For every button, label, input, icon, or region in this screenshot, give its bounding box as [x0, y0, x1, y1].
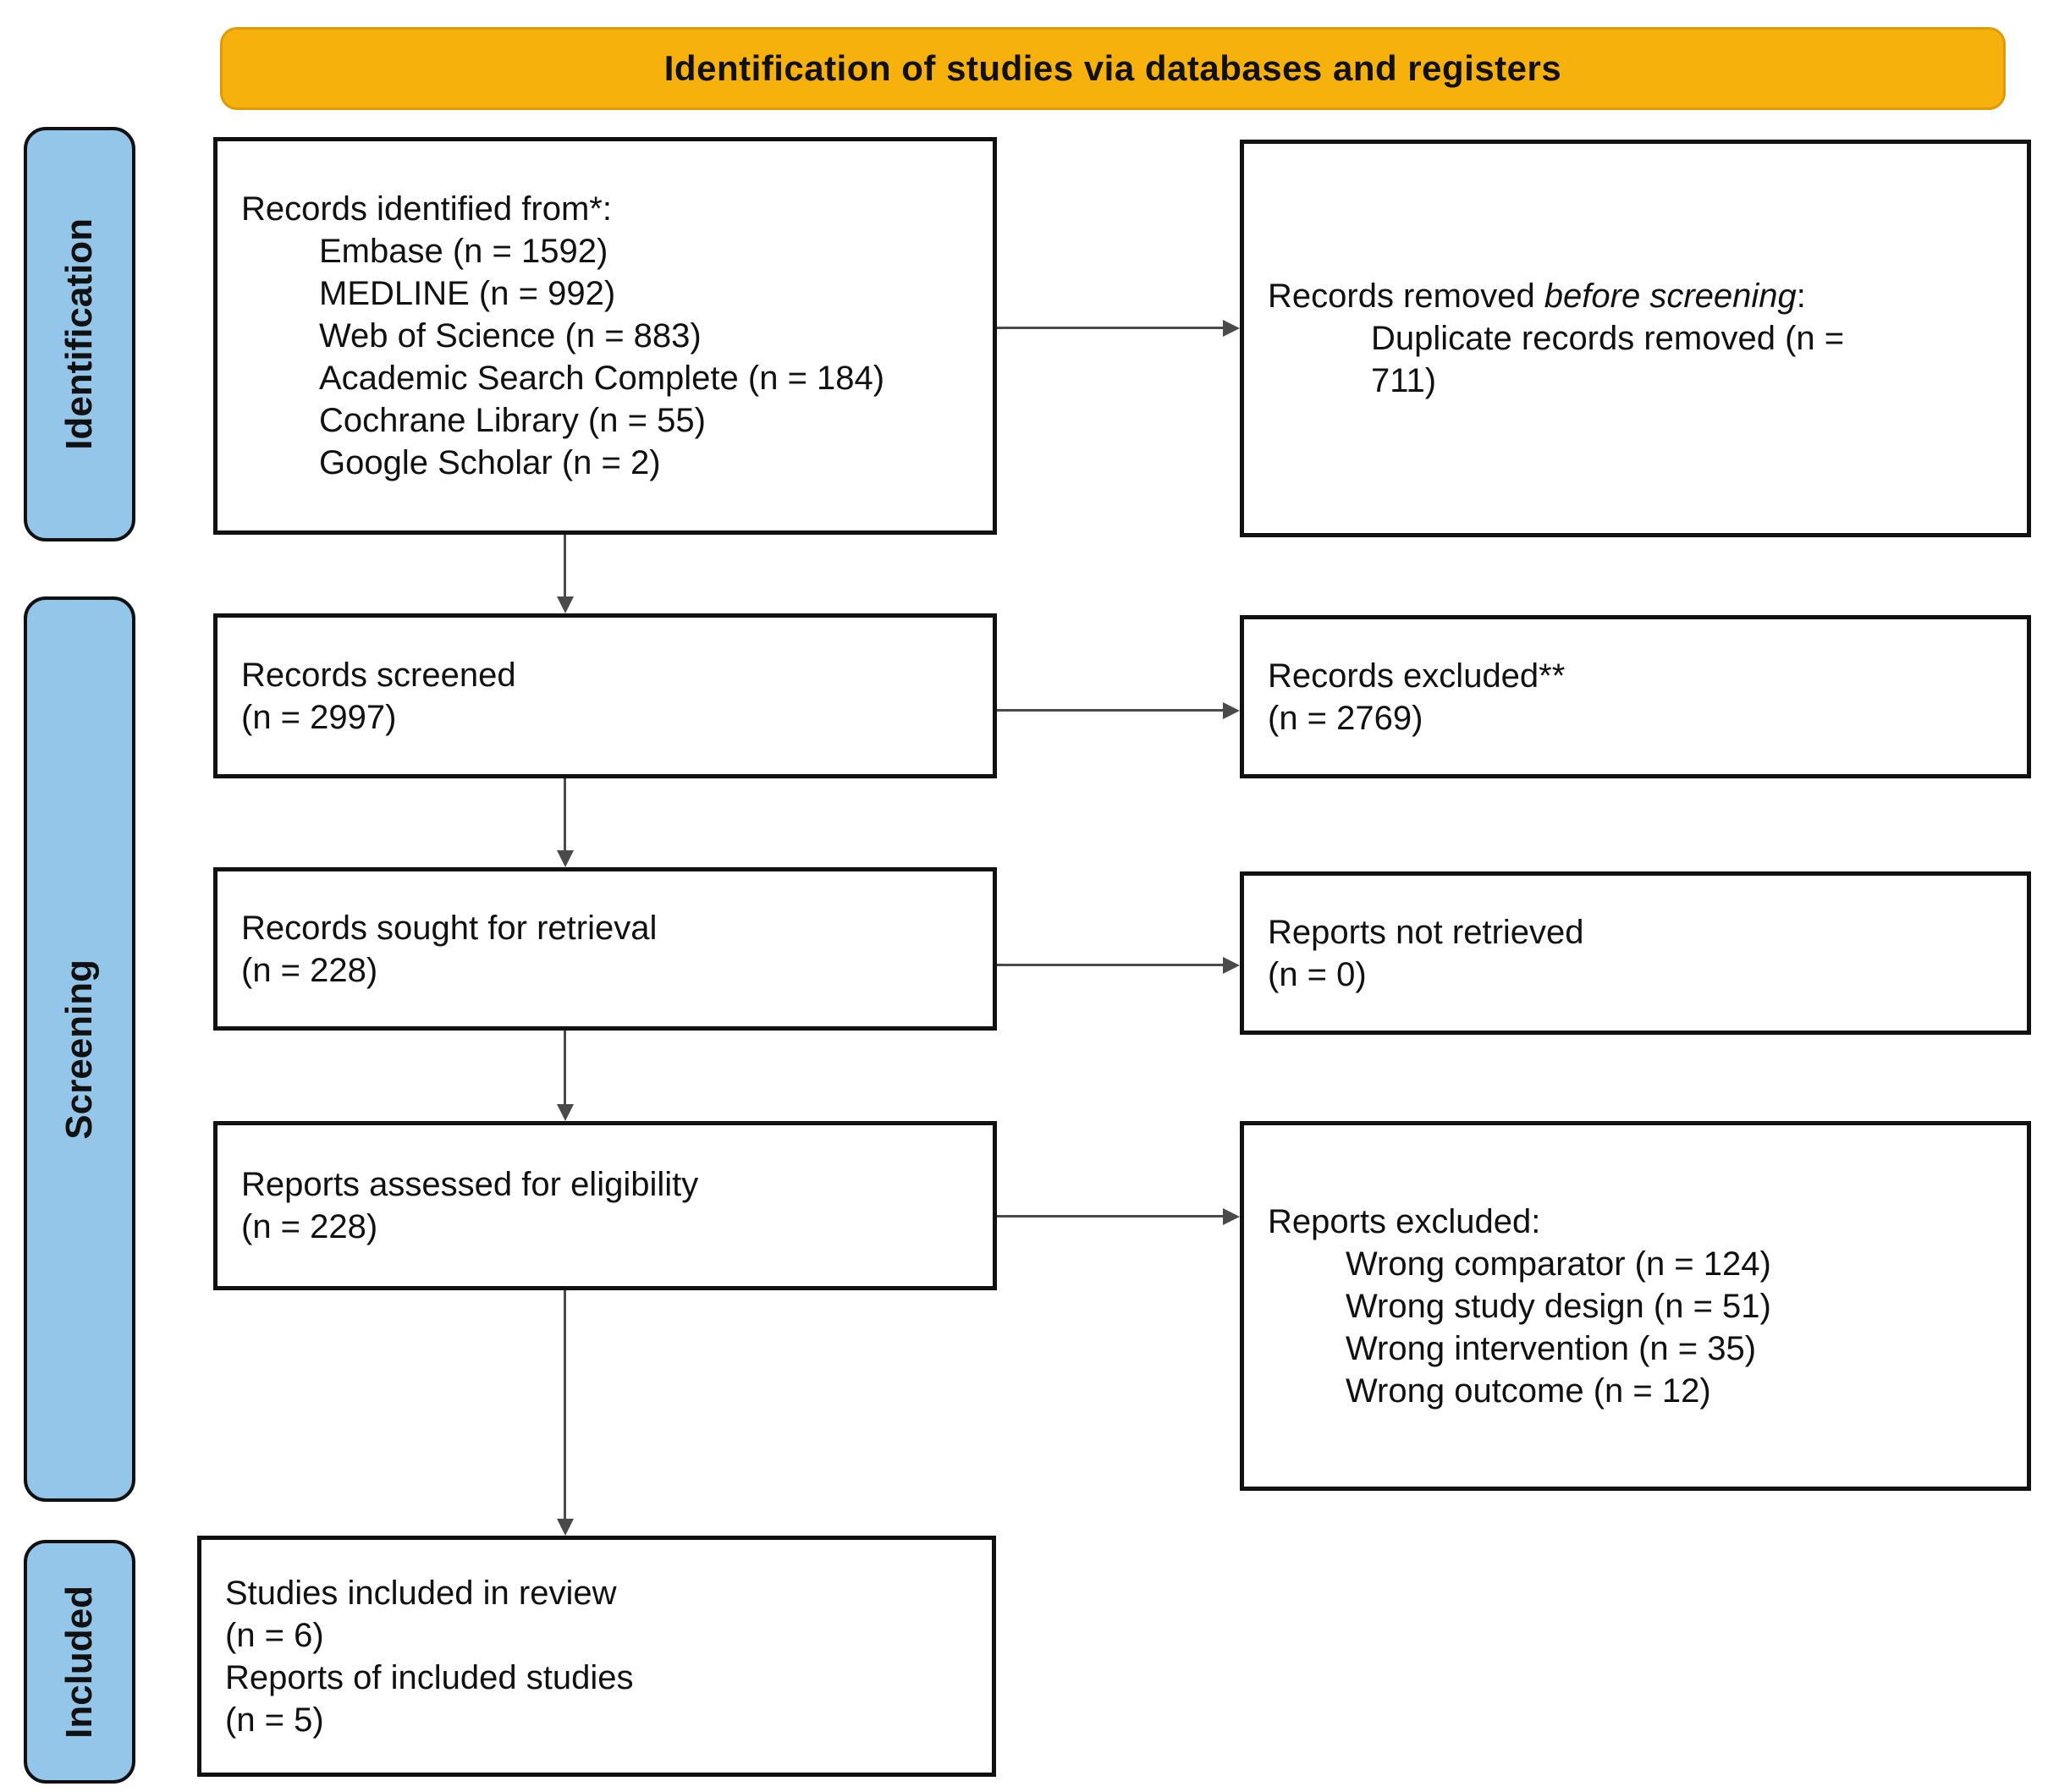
- flow-box-records-identified: [213, 137, 997, 535]
- arrow-assessed-to-reports-excluded: [997, 1215, 1223, 1218]
- box-intro-line: Reports excluded:: [1268, 1202, 1541, 1240]
- arrowhead-right-icon: [1223, 957, 1240, 974]
- arrow-assessed-to-included: [564, 1290, 566, 1520]
- arrow-screened-to-excluded: [997, 709, 1223, 712]
- exclusion-reason-line: Wrong study design (n = 51): [1346, 1287, 1771, 1325]
- box-count-line: (n = 2769): [1268, 699, 1423, 737]
- stage-label-screening: [24, 596, 135, 1502]
- flow-box-studies-included: [197, 1536, 996, 1777]
- stage-label-text: Identification: [58, 218, 100, 450]
- intro-text: Records removed: [1268, 278, 1544, 315]
- box-count-line: (n = 0): [1268, 955, 1367, 993]
- database-count-line: Embase (n = 1592): [319, 233, 608, 270]
- arrow-screened-to-sought: [564, 778, 566, 852]
- intro-colon: :: [1796, 278, 1806, 315]
- flow-box-records-removed: [1240, 140, 2031, 537]
- box-text-line: Studies included in review: [225, 1574, 617, 1612]
- arrowhead-right-icon: [1223, 1208, 1240, 1225]
- database-count-line: Academic Search Complete (n = 184): [319, 360, 885, 397]
- arrowhead-down-icon: [557, 850, 574, 867]
- database-count-line: Cochrane Library (n = 55): [319, 402, 706, 439]
- arrowhead-down-icon: [557, 1104, 574, 1121]
- stage-label-text: Included: [58, 1585, 100, 1739]
- flow-box-reports-excluded: [1240, 1121, 2031, 1491]
- arrow-identified-to-screened: [564, 535, 566, 598]
- flow-box-records-screened: [213, 613, 997, 778]
- box-intro-line: Records identified from*:: [241, 190, 612, 228]
- stage-label-included: [24, 1540, 135, 1784]
- removal-reason-line: Duplicate records removed (n = 711): [1371, 320, 1845, 399]
- arrow-sought-to-not-retrieved: [997, 964, 1223, 966]
- box-count-line: (n = 228): [241, 951, 378, 989]
- box-text-line: Reports not retrieved: [1268, 913, 1584, 951]
- flow-box-reports-assessed: [213, 1121, 997, 1290]
- diagram-header-banner: [220, 27, 2006, 110]
- arrowhead-right-icon: [1223, 702, 1240, 719]
- box-count-line: (n = 228): [241, 1208, 378, 1245]
- box-text-line: Records sought for retrieval: [241, 909, 658, 947]
- exclusion-reason-line: Wrong intervention (n = 35): [1346, 1329, 1757, 1367]
- database-count-line: MEDLINE (n = 992): [319, 275, 616, 312]
- stage-label-text: Screening: [58, 959, 100, 1140]
- flow-box-records-excluded: [1240, 615, 2031, 778]
- arrow-sought-to-assessed: [564, 1031, 566, 1106]
- flow-box-reports-not-retrieved: [1240, 871, 2031, 1035]
- diagram-title: Identification of studies via databases and registers: [663, 48, 1562, 88]
- box-intro-line: [1244, 275, 2027, 317]
- box-text-line: Records screened: [241, 656, 516, 694]
- intro-italic-text: before screening: [1544, 278, 1797, 315]
- flow-box-records-sought: [213, 867, 997, 1031]
- box-text-line: Records excluded**: [1268, 657, 1566, 695]
- box-text-line: Reports of included studies: [225, 1658, 634, 1696]
- box-count-line: (n = 2997): [241, 698, 397, 736]
- arrowhead-down-icon: [557, 1519, 574, 1536]
- box-text-line: Reports assessed for eligibility: [241, 1166, 699, 1203]
- box-count-line: (n = 6): [225, 1616, 324, 1654]
- arrowhead-down-icon: [557, 596, 574, 613]
- arrowhead-right-icon: [1223, 320, 1240, 337]
- exclusion-reason-line: Wrong comparator (n = 124): [1346, 1245, 1771, 1283]
- database-count-line: Web of Science (n = 883): [319, 317, 702, 355]
- arrow-identified-to-removed: [997, 327, 1223, 329]
- stage-label-identification: [24, 127, 135, 541]
- box-count-line: (n = 5): [225, 1701, 324, 1739]
- database-count-line: Google Scholar (n = 2): [319, 444, 661, 481]
- exclusion-reason-line: Wrong outcome (n = 12): [1346, 1371, 1711, 1410]
